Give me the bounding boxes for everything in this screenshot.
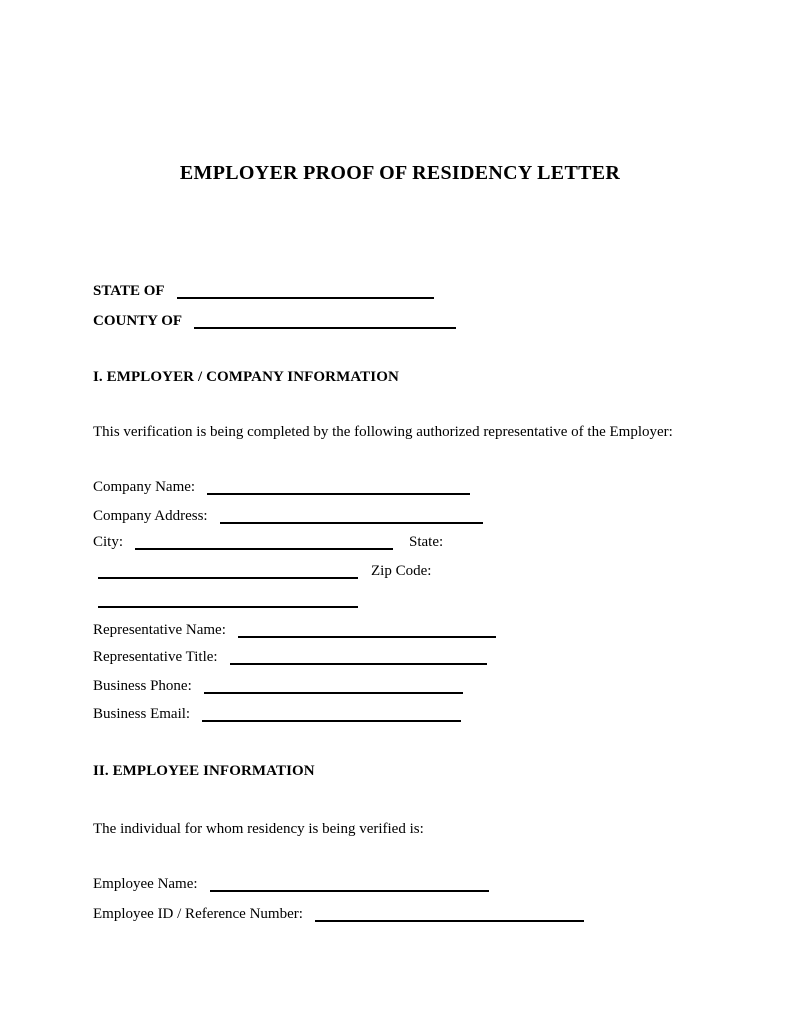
company-name-blank[interactable] [207, 480, 470, 495]
business-email-row [93, 707, 461, 722]
county-of-row [93, 314, 456, 329]
zip-code-blank[interactable] [98, 593, 358, 608]
employee-id-label: Employee ID / Reference Number: [93, 906, 303, 922]
company-name-row [93, 480, 470, 495]
representative-name-blank[interactable] [238, 623, 496, 638]
document-title: EMPLOYER PROOF OF RESIDENCY LETTER [179, 162, 621, 184]
employee-section-heading: II. EMPLOYEE INFORMATION [93, 763, 315, 779]
company-address-blank[interactable] [220, 509, 483, 524]
county-of-label: COUNTY OF [93, 313, 183, 329]
employee-name-blank[interactable] [210, 877, 489, 892]
employee-section-intro: The individual for whom residency is being verified is: [93, 821, 424, 837]
state-blank[interactable] [98, 564, 358, 579]
state-blank-zip-row [98, 564, 431, 579]
zip-code-label: Zip Code: [371, 563, 432, 579]
business-email-blank[interactable] [202, 707, 461, 722]
representative-title-label: Representative Title: [93, 649, 218, 665]
employee-name-label: Employee Name: [93, 876, 198, 892]
company-address-label: Company Address: [93, 508, 208, 524]
city-blank[interactable] [135, 535, 393, 550]
employer-section-heading: I. EMPLOYER / COMPANY INFORMATION [93, 369, 399, 385]
state-of-label: STATE OF [93, 283, 165, 299]
representative-title-row [93, 650, 487, 665]
business-phone-label: Business Phone: [93, 678, 192, 694]
state-of-row [93, 284, 434, 299]
state-of-blank[interactable] [177, 284, 434, 299]
employee-id-row [93, 907, 584, 922]
city-label: City: [93, 534, 124, 550]
company-address-row [93, 509, 483, 524]
business-email-label: Business Email: [93, 706, 191, 722]
business-phone-row [93, 679, 463, 694]
representative-name-row [93, 623, 496, 638]
zip-code-blank-row [98, 593, 358, 608]
employee-id-blank[interactable] [315, 907, 584, 922]
business-phone-blank[interactable] [204, 679, 463, 694]
company-name-label: Company Name: [93, 479, 196, 495]
county-of-blank[interactable] [194, 314, 456, 329]
employer-section-intro: This verification is being completed by the following authorized representative of the Employer: [93, 424, 673, 440]
city-state-row [93, 535, 443, 550]
representative-title-blank[interactable] [230, 650, 487, 665]
state-label: State: [409, 534, 444, 550]
employee-name-row [93, 877, 489, 892]
representative-name-label: Representative Name: [93, 622, 226, 638]
